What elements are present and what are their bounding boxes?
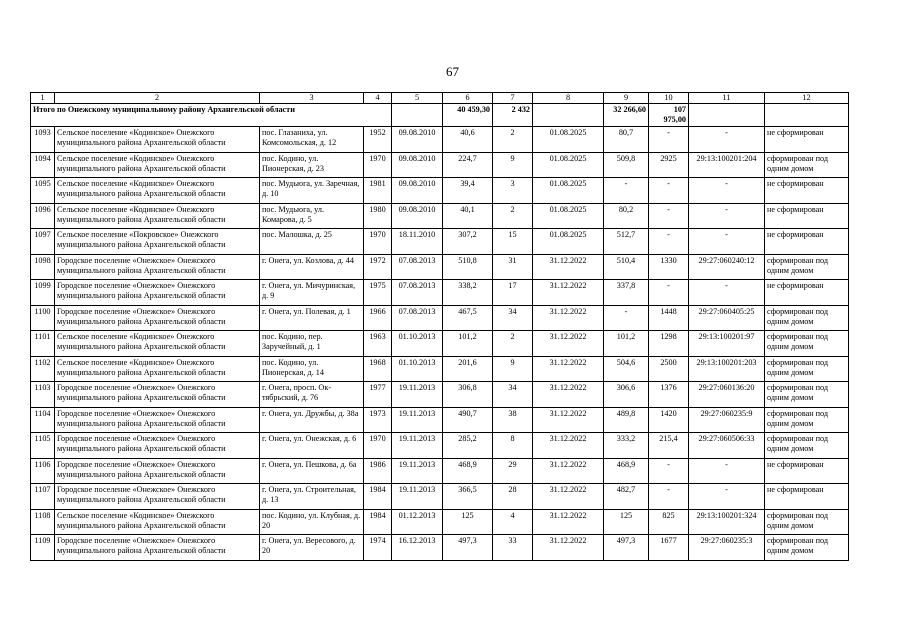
land-status-cell: не сформирован (765, 203, 849, 229)
year-cell: 1952 (364, 127, 392, 153)
deadline-cell: 01.08.2025 (533, 127, 604, 153)
municipality-cell: Сельское поселение «Кодинское» Онежского муниципального района Архангельской области (55, 331, 260, 357)
municipality-cell: Городское поселение «Онежское» Онежского муниципального района Архангельской области (55, 280, 260, 306)
row-number: 1097 (31, 229, 55, 255)
land-status-cell: не сформирован (765, 178, 849, 204)
area-cell: 101,2 (443, 331, 493, 357)
row-number: 1106 (31, 458, 55, 484)
address-cell: г. Онега, ул. Мичуринская, д. 9 (260, 280, 364, 306)
area-cell: 307,2 (443, 229, 493, 255)
year-cell: 1984 (364, 484, 392, 510)
cadastre-number-cell: 29:27:060235:3 (689, 535, 765, 561)
row-number: 1104 (31, 407, 55, 433)
address-cell: г. Онега, ул. Козлова, д. 44 (260, 254, 364, 280)
column-header: 8 (533, 93, 604, 104)
municipality-cell: Сельское поселение «Кодинское» Онежского муниципального района Архангельской области (55, 356, 260, 382)
year-cell: 1966 (364, 305, 392, 331)
value10-cell: 1330 (649, 254, 689, 280)
column-header: 12 (765, 93, 849, 104)
residents-cell: 3 (493, 178, 533, 204)
deadline-cell: 31.12.2022 (533, 305, 604, 331)
total-empty-cell (765, 104, 849, 127)
table-row (31, 458, 849, 484)
value9-cell: 306,6 (604, 382, 649, 408)
area-cell: 224,7 (443, 152, 493, 178)
column-header: 11 (689, 93, 765, 104)
year-cell: 1986 (364, 458, 392, 484)
table-row (31, 152, 849, 178)
land-status-cell: сформирован под одним домом (765, 407, 849, 433)
land-status-cell: сформирован под одним домом (765, 305, 849, 331)
value10-cell: - (649, 178, 689, 204)
date-cell: 19.11.2013 (392, 458, 443, 484)
column-header: 1 (31, 93, 55, 104)
cadastre-number-cell: 29:13:100201:324 (689, 509, 765, 535)
deadline-cell: 01.08.2025 (533, 203, 604, 229)
year-cell: 1984 (364, 509, 392, 535)
cadastre-number-cell: 29:27:060136:20 (689, 382, 765, 408)
row-number: 1096 (31, 203, 55, 229)
value9-cell: 510,4 (604, 254, 649, 280)
deadline-cell: 31.12.2022 (533, 382, 604, 408)
cadastre-number-cell: - (689, 203, 765, 229)
table-row (31, 178, 849, 204)
residents-cell: 34 (493, 305, 533, 331)
date-cell: 01.12.2013 (392, 509, 443, 535)
address-cell: пос. Мудьюга, ул. Комарова, д. 5 (260, 203, 364, 229)
row-number: 1109 (31, 535, 55, 561)
land-status-cell: не сформирован (765, 484, 849, 510)
row-number: 1099 (31, 280, 55, 306)
value10-cell: - (649, 127, 689, 153)
date-cell: 16.12.2013 (392, 535, 443, 561)
value10-cell: 215,4 (649, 433, 689, 459)
residents-cell: 28 (493, 484, 533, 510)
total-sum1: 32 266,60 (604, 104, 649, 127)
year-cell: 1972 (364, 254, 392, 280)
address-cell: пос. Кодино, ул. Пионерская, д. 14 (260, 356, 364, 382)
land-status-cell: сформирован под одним домом (765, 152, 849, 178)
land-status-cell: не сформирован (765, 229, 849, 255)
area-cell: 510,8 (443, 254, 493, 280)
column-number-row (31, 93, 849, 104)
year-cell: 1974 (364, 535, 392, 561)
municipality-cell: Городское поселение «Онежское» Онежского муниципального района Архангельской области (55, 407, 260, 433)
deadline-cell: 31.12.2022 (533, 433, 604, 459)
address-cell: г. Онега, ул. Вересового, д. 20 (260, 535, 364, 561)
residents-cell: 9 (493, 152, 533, 178)
value10-cell: 2925 (649, 152, 689, 178)
land-status-cell: не сформирован (765, 127, 849, 153)
date-cell: 09.08.2010 (392, 203, 443, 229)
deadline-cell: 01.08.2025 (533, 229, 604, 255)
column-header: 3 (260, 93, 364, 104)
area-cell: 39,4 (443, 178, 493, 204)
deadline-cell: 31.12.2022 (533, 356, 604, 382)
area-cell: 338,2 (443, 280, 493, 306)
value9-cell: 512,7 (604, 229, 649, 255)
address-cell: пос. Глазаниха, ул. Комсомольская, д. 12 (260, 127, 364, 153)
cadastre-number-cell: - (689, 458, 765, 484)
table-row (31, 484, 849, 510)
residents-cell: 4 (493, 509, 533, 535)
row-number: 1105 (31, 433, 55, 459)
municipality-cell: Сельское поселение «Кодинское» Онежского муниципального района Архангельской области (55, 509, 260, 535)
total-area: 40 459,30 (443, 104, 493, 127)
residents-cell: 17 (493, 280, 533, 306)
municipality-cell: Городское поселение «Онежское» Онежского муниципального района Архангельской области (55, 433, 260, 459)
address-cell: пос. Малошка, д. 25 (260, 229, 364, 255)
municipality-cell: Городское поселение «Онежское» Онежского муниципального района Архангельской области (55, 254, 260, 280)
value9-cell: 80,2 (604, 203, 649, 229)
municipality-cell: Городское поселение «Онежское» Онежского муниципального района Архангельской области (55, 535, 260, 561)
residents-cell: 15 (493, 229, 533, 255)
value9-cell: 482,7 (604, 484, 649, 510)
area-cell: 285,2 (443, 433, 493, 459)
table-row (31, 331, 849, 357)
year-cell: 1963 (364, 331, 392, 357)
table-row (31, 203, 849, 229)
cadastre-number-cell: 29:13:100201:203 (689, 356, 765, 382)
address-cell: пос. Кодино, пер. Заручейный, д. 1 (260, 331, 364, 357)
residents-cell: 2 (493, 203, 533, 229)
table-row (31, 382, 849, 408)
table-row (31, 229, 849, 255)
cadastre-number-cell: - (689, 127, 765, 153)
table-row (31, 254, 849, 280)
deadline-cell: 31.12.2022 (533, 535, 604, 561)
row-number: 1094 (31, 152, 55, 178)
table-row (31, 509, 849, 535)
address-cell: пос. Кодино, ул. Пионерская, д. 23 (260, 152, 364, 178)
date-cell: 19.11.2013 (392, 484, 443, 510)
land-status-cell: сформирован под одним домом (765, 433, 849, 459)
value10-cell: 2500 (649, 356, 689, 382)
column-header: 7 (493, 93, 533, 104)
year-cell: 1970 (364, 433, 392, 459)
row-number: 1100 (31, 305, 55, 331)
table-row (31, 127, 849, 153)
total-row (31, 104, 849, 127)
date-cell: 18.11.2010 (392, 229, 443, 255)
value9-cell: 489,8 (604, 407, 649, 433)
address-cell: пос. Кодино, ул. Клубная, д. 20 (260, 509, 364, 535)
total-empty-cell (392, 104, 443, 127)
value9-cell: - (604, 178, 649, 204)
address-cell: пос. Мудьюга, ул. Заречная, д. 10 (260, 178, 364, 204)
value9-cell: 80,7 (604, 127, 649, 153)
value10-cell: 1677 (649, 535, 689, 561)
municipality-cell: Сельское поселение «Покровское» Онежского муниципального района Архангельской области (55, 229, 260, 255)
year-cell: 1980 (364, 203, 392, 229)
area-cell: 468,9 (443, 458, 493, 484)
cadastre-number-cell: 29:13:100201:204 (689, 152, 765, 178)
area-cell: 490,7 (443, 407, 493, 433)
cadastre-number-cell: 29:13:100201:97 (689, 331, 765, 357)
area-cell: 497,3 (443, 535, 493, 561)
cadastre-number-cell: - (689, 484, 765, 510)
residents-cell: 34 (493, 382, 533, 408)
total-sum2: 107 975,00 (649, 104, 689, 127)
total-empty-cell (533, 104, 604, 127)
deadline-cell: 31.12.2022 (533, 509, 604, 535)
cadastre-number-cell: - (689, 178, 765, 204)
land-status-cell: сформирован под одним домом (765, 331, 849, 357)
residents-cell: 2 (493, 127, 533, 153)
value10-cell: 825 (649, 509, 689, 535)
value10-cell: - (649, 280, 689, 306)
residents-cell: 33 (493, 535, 533, 561)
value10-cell: - (649, 229, 689, 255)
date-cell: 09.08.2010 (392, 127, 443, 153)
year-cell: 1981 (364, 178, 392, 204)
housing-registry-table (30, 92, 849, 561)
land-status-cell: сформирован под одним домом (765, 254, 849, 280)
total-residents: 2 432 (493, 104, 533, 127)
land-status-cell: сформирован под одним домом (765, 509, 849, 535)
date-cell: 19.11.2013 (392, 433, 443, 459)
date-cell: 01.10.2013 (392, 331, 443, 357)
land-status-cell: не сформирован (765, 280, 849, 306)
residents-cell: 38 (493, 407, 533, 433)
year-cell: 1977 (364, 382, 392, 408)
table-row (31, 280, 849, 306)
row-number: 1103 (31, 382, 55, 408)
land-status-cell: сформирован под одним домом (765, 356, 849, 382)
residents-cell: 8 (493, 433, 533, 459)
residents-cell: 29 (493, 458, 533, 484)
column-header: 5 (392, 93, 443, 104)
residents-cell: 2 (493, 331, 533, 357)
municipality-cell: Городское поселение «Онежское» Онежского муниципального района Архангельской области (55, 484, 260, 510)
row-number: 1095 (31, 178, 55, 204)
date-cell: 19.11.2013 (392, 407, 443, 433)
row-number: 1108 (31, 509, 55, 535)
value9-cell: 497,3 (604, 535, 649, 561)
table-row (31, 305, 849, 331)
value10-cell: 1420 (649, 407, 689, 433)
value10-cell: 1448 (649, 305, 689, 331)
land-status-cell: сформирован под одним домом (765, 535, 849, 561)
area-cell: 40,1 (443, 203, 493, 229)
value9-cell: 333,2 (604, 433, 649, 459)
value9-cell: 509,8 (604, 152, 649, 178)
value10-cell: - (649, 458, 689, 484)
row-number: 1107 (31, 484, 55, 510)
area-cell: 125 (443, 509, 493, 535)
value10-cell: - (649, 484, 689, 510)
column-header: 6 (443, 93, 493, 104)
address-cell: г. Онега, ул. Строительная, д. 13 (260, 484, 364, 510)
deadline-cell: 31.12.2022 (533, 458, 604, 484)
municipality-cell: Сельское поселение «Кодинское» Онежского муниципального района Архангельской области (55, 152, 260, 178)
value9-cell: 468,9 (604, 458, 649, 484)
date-cell: 07.08.2013 (392, 305, 443, 331)
value9-cell: - (604, 305, 649, 331)
residents-cell: 31 (493, 254, 533, 280)
table-row (31, 433, 849, 459)
cadastre-number-cell: 29:27:060506:33 (689, 433, 765, 459)
column-header: 10 (649, 93, 689, 104)
address-cell: г. Онега, ул. Пешкова, д. 6а (260, 458, 364, 484)
column-header: 9 (604, 93, 649, 104)
value10-cell: - (649, 203, 689, 229)
land-status-cell: не сформирован (765, 458, 849, 484)
municipality-cell: Городское поселение «Онежское» Онежского муниципального района Архангельской области (55, 458, 260, 484)
page-number: 67 (446, 64, 459, 79)
address-cell: г. Онега, ул. Полевая, д. 1 (260, 305, 364, 331)
value10-cell: 1298 (649, 331, 689, 357)
total-label: Итого по Онежскому муниципальному району Архангельской области (31, 104, 392, 127)
municipality-cell: Городское поселение «Онежское» Онежского муниципального района Архангельской области (55, 382, 260, 408)
residents-cell: 9 (493, 356, 533, 382)
date-cell: 19.11.2013 (392, 382, 443, 408)
address-cell: г. Онега, просп. Ок-тябрьский, д. 76 (260, 382, 364, 408)
table-row (31, 407, 849, 433)
land-status-cell: сформирован под одним домом (765, 382, 849, 408)
municipality-cell: Сельское поселение «Кодинское» Онежского муниципального района Архангельской области (55, 127, 260, 153)
area-cell: 366,5 (443, 484, 493, 510)
cadastre-number-cell: 29:27:060405:25 (689, 305, 765, 331)
row-number: 1102 (31, 356, 55, 382)
address-cell: г. Онега, ул. Онежская, д. 6 (260, 433, 364, 459)
date-cell: 09.08.2010 (392, 178, 443, 204)
date-cell: 07.08.2013 (392, 280, 443, 306)
table-row (31, 535, 849, 561)
deadline-cell: 01.08.2025 (533, 178, 604, 204)
deadline-cell: 31.12.2022 (533, 407, 604, 433)
year-cell: 1968 (364, 356, 392, 382)
date-cell: 09.08.2010 (392, 152, 443, 178)
value9-cell: 101,2 (604, 331, 649, 357)
year-cell: 1973 (364, 407, 392, 433)
table-row (31, 356, 849, 382)
year-cell: 1970 (364, 152, 392, 178)
municipality-cell: Городское поселение «Онежское» Онежского муниципального района Архангельской области (55, 305, 260, 331)
deadline-cell: 31.12.2022 (533, 280, 604, 306)
cadastre-number-cell: 29:27:060240:12 (689, 254, 765, 280)
cadastre-number-cell: - (689, 229, 765, 255)
row-number: 1098 (31, 254, 55, 280)
address-cell: г. Онега, ул. Дружбы, д. 38а (260, 407, 364, 433)
municipality-cell: Сельское поселение «Кодинское» Онежского муниципального района Архангельской области (55, 178, 260, 204)
area-cell: 467,5 (443, 305, 493, 331)
cadastre-number-cell: 29:27:060235:9 (689, 407, 765, 433)
value9-cell: 337,8 (604, 280, 649, 306)
total-empty-cell (689, 104, 765, 127)
value9-cell: 504,6 (604, 356, 649, 382)
area-cell: 40,6 (443, 127, 493, 153)
date-cell: 01.10.2013 (392, 356, 443, 382)
value10-cell: 1376 (649, 382, 689, 408)
deadline-cell: 01.08.2025 (533, 152, 604, 178)
year-cell: 1975 (364, 280, 392, 306)
row-number: 1101 (31, 331, 55, 357)
deadline-cell: 31.12.2022 (533, 331, 604, 357)
municipality-cell: Сельское поселение «Кодинское» Онежского муниципального района Архангельской области (55, 203, 260, 229)
cadastre-number-cell: - (689, 280, 765, 306)
row-number: 1093 (31, 127, 55, 153)
area-cell: 306,8 (443, 382, 493, 408)
deadline-cell: 31.12.2022 (533, 484, 604, 510)
date-cell: 07.08.2013 (392, 254, 443, 280)
column-header: 2 (55, 93, 260, 104)
column-header: 4 (364, 93, 392, 104)
area-cell: 201,6 (443, 356, 493, 382)
value9-cell: 125 (604, 509, 649, 535)
deadline-cell: 31.12.2022 (533, 254, 604, 280)
year-cell: 1970 (364, 229, 392, 255)
